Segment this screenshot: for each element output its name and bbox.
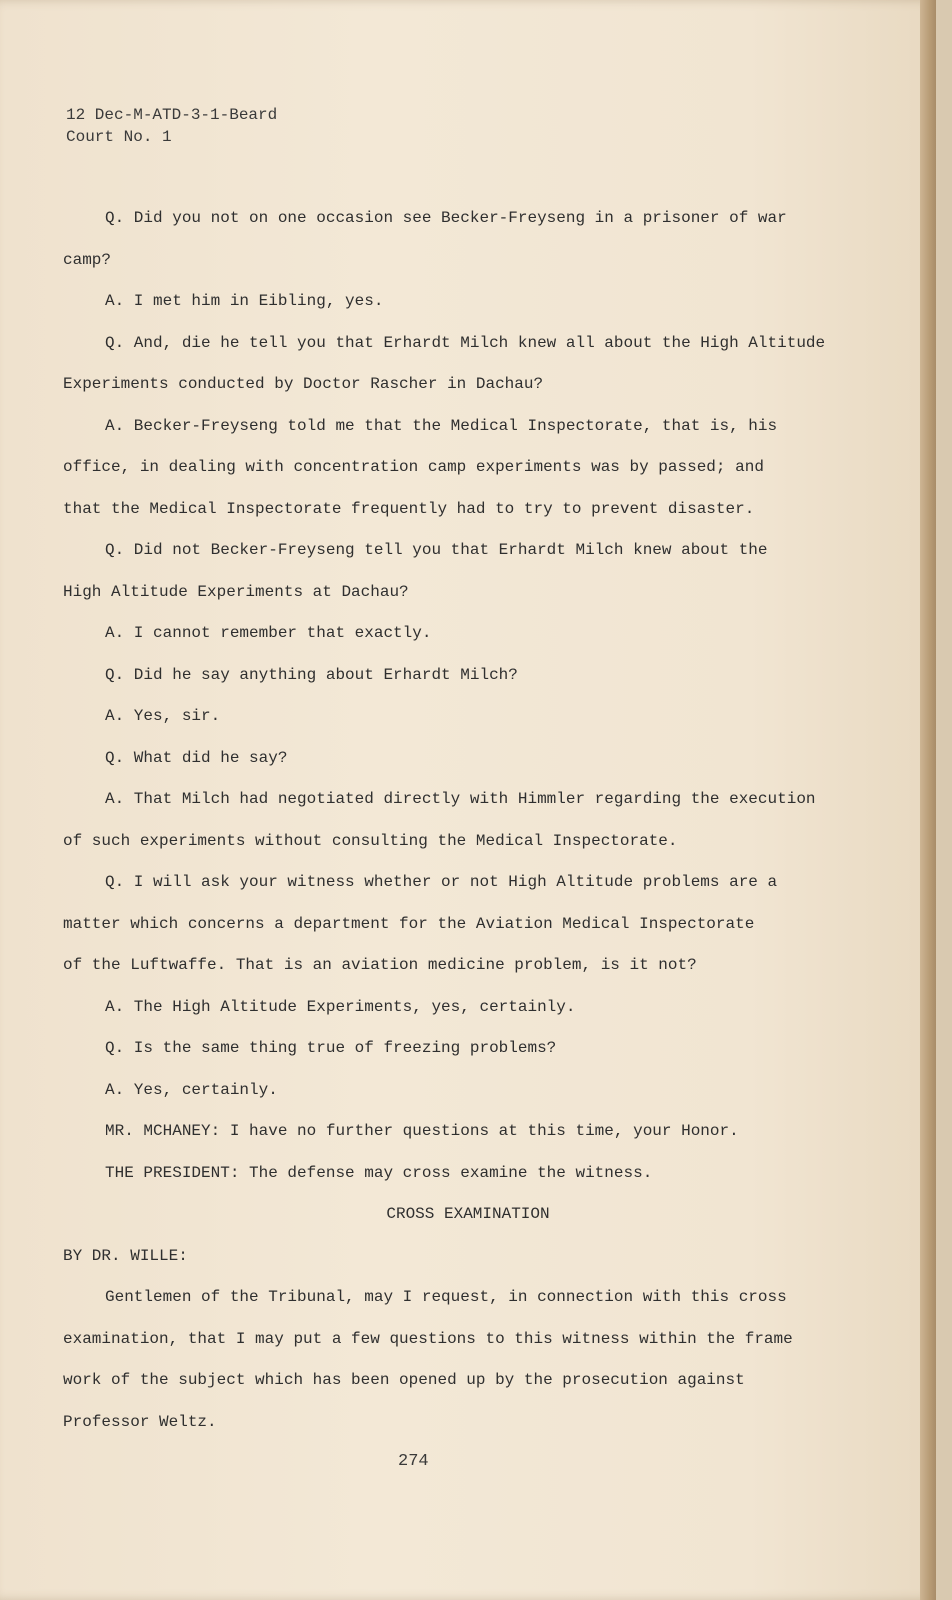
transcript-line: Professor Weltz. [63, 1412, 217, 1431]
transcript-line: A. Yes, certainly. [105, 1080, 278, 1099]
transcript-line: office, in dealing with concentration camp experiments was by passed; and [63, 458, 764, 476]
transcript-line: Q. Did not Becker-Freyseng tell you that Erhardt Milch knew about the [105, 541, 768, 559]
transcript-line: A. The High Altitude Experiments, yes, certainly. [105, 997, 576, 1016]
transcript-line: BY DR. WILLE: [63, 1246, 188, 1265]
transcript-line: Q. Did you not on one occasion see Becker-Freyseng in a prisoner of war [105, 209, 787, 227]
transcript-line: Q. Is the same thing true of freezing problems? [105, 1039, 557, 1057]
transcript-line: of the Luftwaffe. That is an aviation medicine problem, is it not? [63, 956, 697, 974]
transcript-body [63, 198, 883, 1443]
transcript-line: camp? [63, 250, 112, 269]
transcript-line: Q. Did he say anything about Erhardt Milch? [105, 665, 518, 684]
transcript-line: A. Yes, sir. [105, 707, 221, 725]
header-court: Court No. 1 [66, 128, 172, 146]
page-edge [920, 0, 936, 1600]
transcript-line: A. That Milch had negotiated directly with Himmler regarding the execution [105, 790, 816, 808]
transcript-line: High Altitude Experiments at Dachau? [63, 582, 409, 601]
transcript-line: Gentlemen of the Tribunal, may I request, in connection with this cross [105, 1288, 787, 1306]
transcript-line: matter which concerns a department for the Aviation Medical Inspectorate [63, 914, 755, 933]
transcript-line: that the Medical Inspectorate frequently had to try to prevent disaster. [63, 499, 755, 518]
transcript-line: Q. And, die he tell you that Erhardt Milch knew all about the High Altitude [105, 333, 826, 352]
page-number: 274 [398, 1452, 429, 1471]
section-heading: CROSS EXAMINATION [386, 1205, 550, 1223]
transcript-line: A. I cannot remember that exactly. [105, 624, 432, 642]
transcript-line: Q. I will ask your witness whether or not High Altitude problems are a [105, 873, 778, 891]
transcript-line: A. Becker-Freyseng told me that the Medical Inspectorate, that is, his [105, 416, 778, 435]
document-header [66, 104, 277, 148]
transcript-line: THE PRESIDENT: The defense may cross examine the witness. [105, 1163, 653, 1182]
transcript-line: Experiments conducted by Doctor Rascher in Dachau? [63, 375, 544, 393]
header-reference: 12 Dec-M-ATD-3-1-Beard [66, 106, 278, 124]
transcript-line: Q. What did he say? [105, 748, 288, 767]
transcript-line: MR. MCHANEY: I have no further questions at this time, your Honor. [105, 1122, 739, 1140]
transcript-line: of such experiments without consulting the Medical Inspectorate. [63, 831, 678, 850]
transcript-line: work of the subject which has been opened up by the prosecution against [63, 1371, 745, 1389]
transcript-line: examination, that I may put a few questions to this witness within the frame [63, 1329, 793, 1348]
transcript-line: A. I met him in Eibling, yes. [105, 292, 384, 310]
